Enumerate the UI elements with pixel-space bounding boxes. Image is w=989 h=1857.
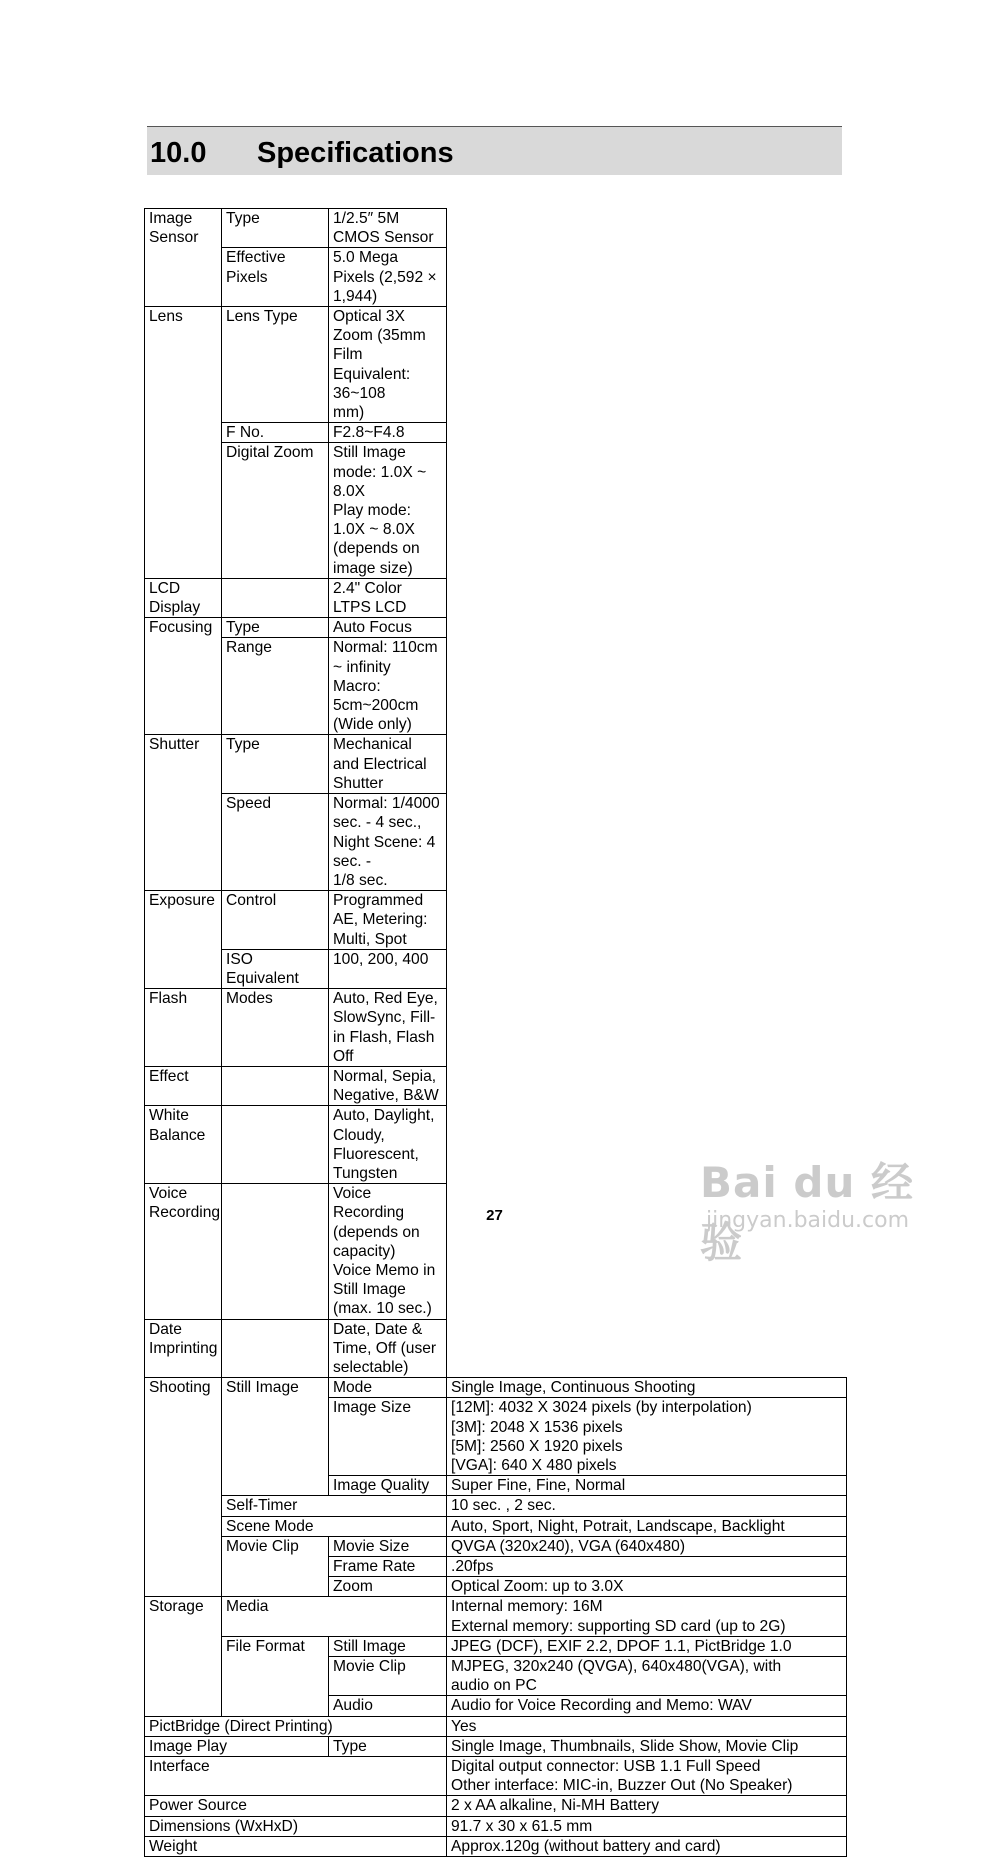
table-cell: Type (329, 1736, 447, 1756)
table-cell: Programmed AE, Metering: Multi, Spot (329, 891, 447, 950)
table-cell: F2.8~F4.8 (329, 423, 447, 443)
table-cell: 2.4" Color LTPS LCD (329, 578, 447, 617)
section-title: Specifications (257, 137, 454, 169)
table-cell: Super Fine, Fine, Normal (447, 1476, 847, 1496)
table-cell: Control (222, 891, 329, 950)
table-cell: QVGA (320x240), VGA (640x480) (447, 1536, 847, 1556)
table-row (145, 1716, 847, 1736)
table-cell (222, 1319, 329, 1378)
table-row (145, 949, 847, 988)
table-cell: Modes (222, 989, 329, 1067)
table-row (145, 1378, 847, 1398)
table-cell (222, 578, 329, 617)
table-row (145, 1757, 847, 1796)
table-cell: Media (222, 1597, 447, 1636)
table-cell: Voice Recording (145, 1184, 222, 1319)
table-cell: Still Image (329, 1636, 447, 1656)
table-cell: 100, 200, 400 (329, 949, 447, 988)
table-cell (222, 1184, 329, 1319)
table-cell: Range (222, 638, 329, 735)
baidu-jingyan-watermark (700, 1150, 940, 1267)
table-cell: Lens (145, 307, 222, 579)
table-cell: Optical 3X Zoom (35mm Film Equivalent: 36~108 mm) (329, 307, 447, 423)
table-cell: Yes (447, 1716, 847, 1736)
table-cell: Normal: 1/4000 sec. - 4 sec., Night Scene: 4 sec. - 1/8 sec. (329, 794, 447, 891)
table-row (145, 209, 847, 248)
table-cell: F No. (222, 423, 329, 443)
table-row (145, 423, 847, 443)
specifications-table (144, 208, 847, 1857)
table-cell: Approx.120g (without battery and card) (447, 1836, 847, 1856)
table-row (145, 891, 847, 950)
table-row (145, 735, 847, 794)
table-row (145, 1516, 847, 1536)
table-cell: Speed (222, 794, 329, 891)
table-row (145, 578, 847, 617)
table-cell: Dimensions (WxHxD) (145, 1816, 447, 1836)
table-cell: Image Quality (329, 1476, 447, 1496)
table-cell: Auto Focus (329, 618, 447, 638)
table-cell: Digital output connector: USB 1.1 Full Speed Other interface: MIC-in, Buzzer Out (No Speaker) (447, 1757, 847, 1796)
table-cell: Normal, Sepia, Negative, B&W (329, 1066, 447, 1105)
table-cell: Flash (145, 989, 222, 1067)
table-cell: Auto, Daylight, Cloudy, Fluorescent, Tungsten (329, 1106, 447, 1184)
table-cell: Still Image (222, 1378, 329, 1496)
table-row (145, 1536, 847, 1556)
table-cell: Audio (329, 1696, 447, 1716)
table-cell: [12M]: 4032 X 3024 pixels (by interpolation) [3M]: 2048 X 1536 pixels [5M]: 2560 X 1920 pixels [VGA]: 640 X 480 pixels (447, 1398, 847, 1476)
table-cell: Zoom (329, 1577, 447, 1597)
table-cell: 2 x AA alkaline, Ni-MH Battery (447, 1796, 847, 1816)
table-cell: Lens Type (222, 307, 329, 423)
table-cell: Shutter (145, 735, 222, 891)
table-cell: 1/2.5″ 5M CMOS Sensor (329, 209, 447, 248)
table-row (145, 1636, 847, 1656)
table-row (145, 989, 847, 1067)
table-cell: PictBridge (Direct Printing) (145, 1716, 447, 1736)
table-cell: Date, Date & Time, Off (user selectable) (329, 1319, 447, 1378)
table-cell: Internal memory: 16M External memory: supporting SD card (up to 2G) (447, 1597, 847, 1636)
table-cell: Effect (145, 1066, 222, 1105)
table-cell: Auto, Red Eye, SlowSync, Fill-in Flash, Flash Off (329, 989, 447, 1067)
table-cell: Image Play (145, 1736, 329, 1756)
table-cell: Interface (145, 1757, 447, 1796)
table-cell: Type (222, 735, 329, 794)
table-cell: Movie Clip (329, 1657, 447, 1696)
table-cell: MJPEG, 320x240 (QVGA), 640x480(VGA), with audio on PC (447, 1657, 847, 1696)
table-cell: Date Imprinting (145, 1319, 222, 1378)
table-cell: Image Sensor (145, 209, 222, 307)
table-cell: Digital Zoom (222, 443, 329, 578)
table-cell: Storage (145, 1597, 222, 1716)
table-row (145, 1319, 847, 1378)
table-cell: Single Image, Thumbnails, Slide Show, Movie Clip (447, 1736, 847, 1756)
table-cell: Exposure (145, 891, 222, 989)
table-cell: Voice Recording (depends on capacity) Voice Memo in Still Image (max. 10 sec.) (329, 1184, 447, 1319)
table-cell: Image Size (329, 1398, 447, 1476)
table-row (145, 794, 847, 891)
table-cell: Shooting (145, 1378, 222, 1597)
table-cell: White Balance (145, 1106, 222, 1184)
table-cell: Effective Pixels (222, 248, 329, 307)
table-cell: Weight (145, 1836, 447, 1856)
table-cell (222, 1106, 329, 1184)
table-cell: Self-Timer (222, 1496, 447, 1516)
table-cell: Movie Clip (222, 1536, 329, 1597)
table-row (145, 618, 847, 638)
watermark-url: jingyan.baidu.com (706, 1208, 910, 1233)
table-cell: 10 sec. , 2 sec. (447, 1496, 847, 1516)
table-cell: Audio for Voice Recording and Memo: WAV (447, 1696, 847, 1716)
table-cell: 5.0 Mega Pixels (2,592 × 1,944) (329, 248, 447, 307)
table-cell: Power Source (145, 1796, 447, 1816)
table-row (145, 1836, 847, 1856)
page-number: 27 (486, 1207, 503, 1224)
table-row (145, 248, 847, 307)
table-cell: Still Image mode: 1.0X ~ 8.0X Play mode: 1.0X ~ 8.0X (depends on image size) (329, 443, 447, 578)
section-number: 10.0 (150, 137, 207, 169)
watermark-logo: Bai du 经验 (700, 1158, 914, 1267)
table-cell: Optical Zoom: up to 3.0X (447, 1577, 847, 1597)
table-cell: 91.7 x 30 x 61.5 mm (447, 1816, 847, 1836)
section-heading (147, 126, 842, 175)
table-cell (222, 1066, 329, 1105)
table-cell: Scene Mode (222, 1516, 447, 1536)
table-cell: Normal: 110cm ~ infinity Macro: 5cm~200cm (Wide only) (329, 638, 447, 735)
specifications-table-body (145, 209, 847, 1857)
table-row (145, 1816, 847, 1836)
table-cell: JPEG (DCF), EXIF 2.2, DPOF 1.1, PictBridge 1.0 (447, 1636, 847, 1656)
table-cell: Single Image, Continuous Shooting (447, 1378, 847, 1398)
table-cell: Movie Size (329, 1536, 447, 1556)
table-cell: Auto, Sport, Night, Potrait, Landscape, Backlight (447, 1516, 847, 1536)
table-cell: .20fps (447, 1557, 847, 1577)
table-cell: Type (222, 618, 329, 638)
table-row (145, 1496, 847, 1516)
table-row (145, 1597, 847, 1636)
table-cell: LCD Display (145, 578, 222, 617)
table-row (145, 307, 847, 423)
table-cell: Mechanical and Electrical Shutter (329, 735, 447, 794)
table-row (145, 443, 847, 578)
table-cell: File Format (222, 1636, 329, 1716)
table-cell: Mode (329, 1378, 447, 1398)
table-cell: Focusing (145, 618, 222, 735)
table-row (145, 638, 847, 735)
table-row (145, 1736, 847, 1756)
table-cell: ISO Equivalent (222, 949, 329, 988)
table-row (145, 1066, 847, 1105)
table-cell: Frame Rate (329, 1557, 447, 1577)
table-cell: Type (222, 209, 329, 248)
table-row (145, 1796, 847, 1816)
